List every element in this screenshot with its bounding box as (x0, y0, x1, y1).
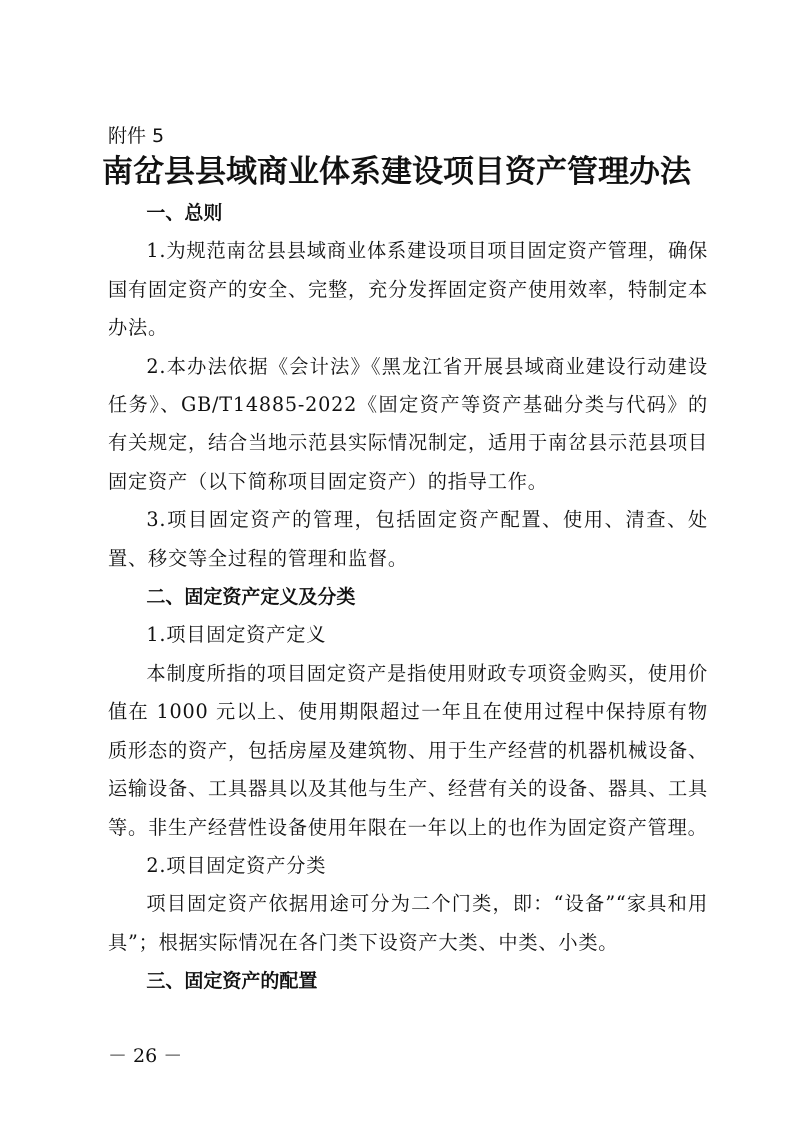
section-heading-general: 一、总则 (146, 202, 223, 224)
paragraph-purpose: 1.为规范南岔县县域商业体系建设项目项目固定资产管理，确保国有固定资产的安全、完整，充分发挥固定资产使用效率，特制定本办法。 (108, 239, 708, 340)
subheading-definition: 1.项目固定资产定义 (146, 623, 327, 647)
paragraph-classification: 项目固定资产依据用途可分为二个门类，即：“设备”“家具和用具”；根据实际情况在各门类下设资产大类、中类、小类。 (108, 892, 708, 954)
section-heading-definition: 二、固定资产定义及分类 (146, 586, 356, 609)
attachment-label: 附件 5 (108, 125, 165, 147)
paragraph-basis: 2.本办法依据《会计法》《黑龙江省开展县域商业建设行动建设任务》、GB/T14885-2022《固定资产等资产基础分类与代码》的有关规定，结合当地示范县实际情况制定，适用于南岔县示范县项目固定资产（以下简称项目固定资产）的指导工作。 (108, 354, 708, 493)
paragraph-scope: 3.项目固定资产的管理，包括固定资产配置、使用、清查、处置、移交等全过程的管理和监督。 (108, 508, 708, 570)
document-body (108, 194, 708, 1001)
subheading-classification: 2.项目固定资产分类 (146, 853, 327, 877)
section-heading-configuration: 三、固定资产的配置 (146, 970, 318, 993)
document-title: 南岔县县域商业体系建设项目资产管理办法 (102, 154, 691, 190)
paragraph-definition: 本制度所指的项目固定资产是指使用财政专项资金购买，使用价值在 1000 元以上、使用期限超过一年且在使用过程中保持原有物质形态的资产，包括房屋及建筑物、用于生产经营的机器机械设备、运输设备、工具器具以及其他与生产、经营有关的设备、器具、工具等。非生产经营性设备使用年限在一年以上的也作为固定资产管理。 (108, 661, 708, 839)
page-number: － 26 － (108, 1045, 183, 1067)
